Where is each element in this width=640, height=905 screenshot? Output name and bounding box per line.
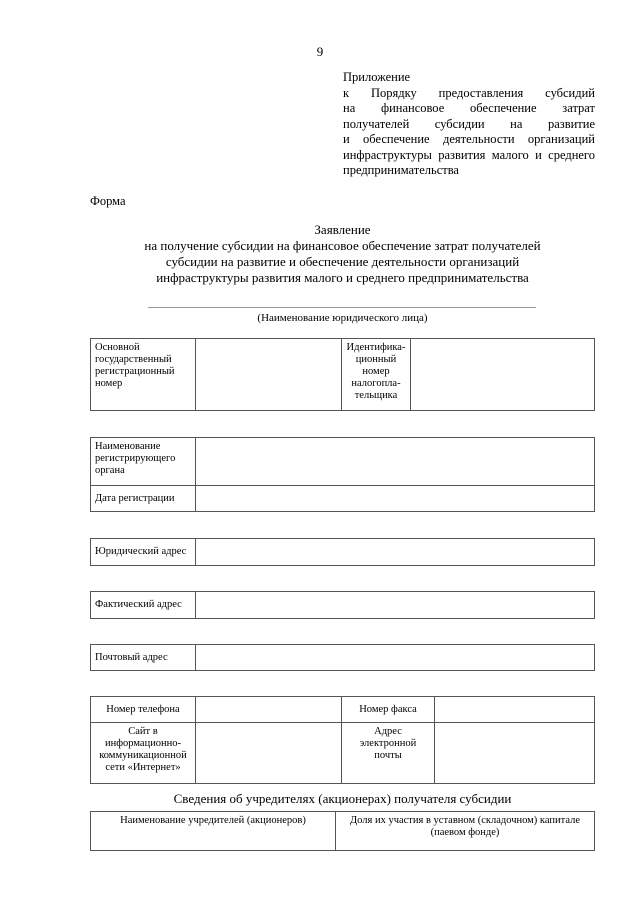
legal-address-field[interactable] (196, 539, 595, 566)
founders-table (90, 811, 595, 851)
fax-label: Номер факса (342, 697, 435, 723)
postal-address-label: Почтовый адрес (91, 645, 196, 671)
title-line-1: Заявление (314, 222, 371, 237)
postal-address-field[interactable] (196, 645, 595, 671)
founders-share-header: Доля их участия в уставном (складочном) капитале (паевом фонде) (336, 812, 595, 851)
registration-table (90, 338, 595, 411)
registering-body-label: Наименование регистрирующего органа (91, 438, 196, 486)
registering-body-field[interactable] (196, 438, 595, 486)
founders-heading: Сведения об учредителях (акционерах) получателя субсидии (173, 791, 512, 806)
registering-body-table (90, 437, 595, 512)
appendix-line-3: на финансовое обеспечение затрат (343, 101, 595, 115)
appendix-header (343, 70, 595, 179)
form-label: Форма (90, 194, 126, 208)
actual-address-table (90, 591, 595, 619)
contacts-table (90, 696, 595, 784)
website-label: Сайт в информационно-коммуникационной сети «Интернет» (91, 723, 196, 784)
org-name-caption: (Наименование юридического лица) (257, 312, 428, 324)
postal-address-table (90, 644, 595, 671)
actual-address-field[interactable] (196, 592, 595, 619)
appendix-line-1: Приложение (343, 70, 411, 84)
legal-address-table (90, 538, 595, 566)
title-line-4: инфраструктуры развития малого и среднего предпринимательства (156, 270, 529, 285)
legal-address-label: Юридический адрес (91, 539, 196, 566)
phone-label: Номер телефона (91, 697, 196, 723)
org-name-input-line[interactable] (148, 307, 536, 308)
registration-date-label: Дата регистрации (91, 486, 196, 512)
appendix-line-6: инфраструктуры развития малого и среднего (343, 147, 595, 162)
founders-name-header: Наименование учредителей (акционеров) (91, 812, 336, 851)
website-field[interactable] (196, 723, 342, 784)
actual-address-label: Фактический адрес (91, 592, 196, 619)
registration-date-field[interactable] (196, 486, 595, 512)
ogrn-label: Основной государственный регистрационный номер (91, 339, 196, 411)
title-line-3: субсидии на развитие и обеспечение деятельности организаций (165, 254, 520, 269)
inn-label: Идентифика-ционный номер налогопла-тельщика (342, 339, 411, 411)
appendix-line-5: и обеспечение деятельности организаций (343, 132, 595, 146)
title-line-2: на получение субсидии на финансовое обеспечение затрат получателей (144, 238, 541, 253)
appendix-line-4: получателей субсидии на развитие (343, 116, 595, 131)
ogrn-field[interactable] (196, 339, 342, 411)
inn-field[interactable] (411, 339, 595, 411)
phone-field[interactable] (196, 697, 342, 723)
email-label: Адрес электронной почты (342, 723, 435, 784)
appendix-line-7: предпринимательства (343, 163, 459, 177)
email-field[interactable] (435, 723, 595, 784)
page-number: 9 (316, 44, 324, 59)
fax-field[interactable] (435, 697, 595, 723)
document-title (90, 222, 595, 286)
appendix-line-2: к Порядку предоставления субсидий (343, 85, 595, 100)
